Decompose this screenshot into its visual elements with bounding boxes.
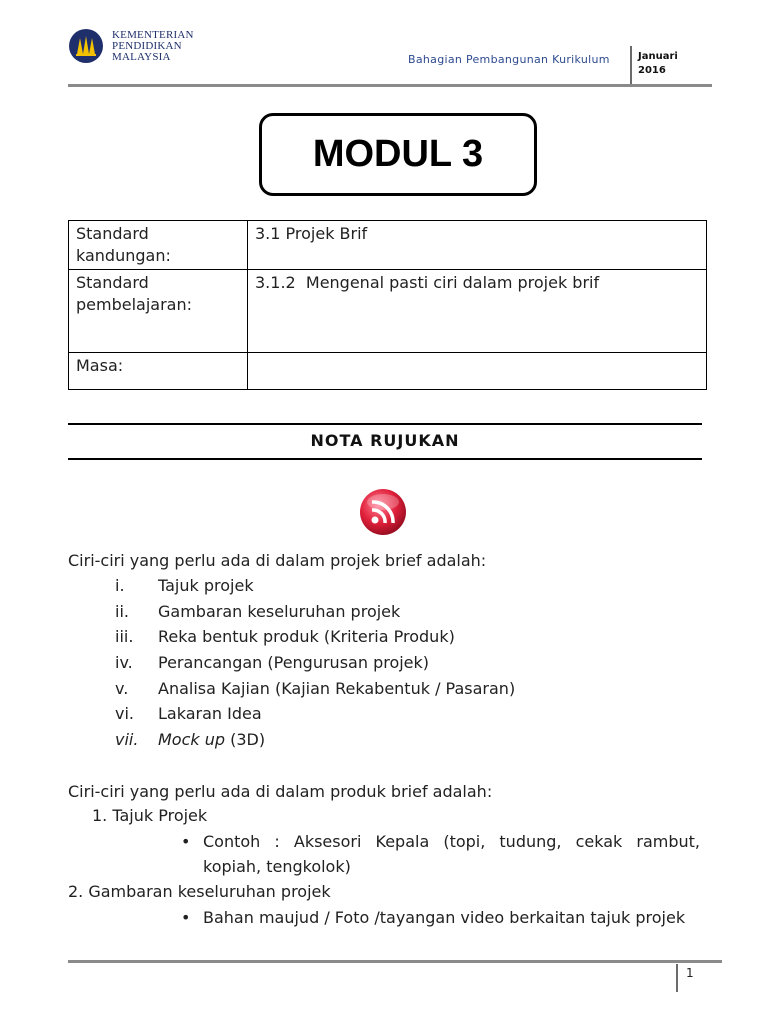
list2-heading: 1. Tajuk Projek: [92, 806, 208, 825]
table-row: [69, 270, 707, 353]
module-title: MODUL 3: [312, 133, 484, 175]
list2-heading: 2. Gambaran keseluruhan projek: [68, 882, 331, 901]
list-item-rest: (3D): [225, 730, 266, 749]
list-item: Analisa Kajian (Kajian Rekabentuk / Pasaran): [158, 679, 516, 698]
list-item: Perancangan (Pengurusan projek): [158, 653, 430, 672]
list-item: [158, 730, 265, 750]
standards-table: [68, 220, 707, 390]
list-item: Gambaran keseluruhan projek: [158, 602, 401, 621]
list2-bullet: Bahan maujud / Foto /tayangan video berkaitan tajuk projek: [203, 908, 686, 927]
header-month: Januari: [638, 51, 678, 62]
masa-value: [248, 353, 707, 390]
header-rule: [68, 84, 712, 87]
table-row: [69, 221, 707, 270]
list-item: Tajuk projek: [158, 576, 254, 595]
department-name: Bahagian Pembangunan Kurikulum: [408, 53, 610, 66]
standard-kandungan-label: Standard kandungan:: [69, 221, 248, 270]
bullet-dot: •: [181, 832, 191, 851]
masa-label: Masa:: [69, 353, 248, 390]
list-number: v.: [115, 679, 129, 698]
ministry-name-line: MALAYSIA: [112, 51, 171, 63]
header-divider-vertical: [630, 46, 632, 84]
table-row: [69, 353, 707, 390]
list-item-italic: Mock up: [158, 730, 226, 749]
list-number: vii.: [115, 730, 139, 749]
header-year: 2016: [638, 65, 666, 76]
intro-projek-brief: Ciri-ciri yang perlu ada di dalam projek brief adalah:: [68, 551, 487, 570]
nota-rule-top: [68, 423, 702, 425]
header-date: [638, 50, 678, 78]
standard-pembelajaran-value: 3.1.2 Mengenal pasti ciri dalam projek brif: [248, 270, 707, 353]
list-item: Reka bentuk produk (Kriteria Produk): [158, 627, 455, 646]
ministry-name-line: KEMENTERIAN: [112, 29, 194, 41]
module-title-box: [259, 113, 537, 196]
standard-pembelajaran-label: Standard pembelajaran:: [69, 270, 248, 353]
rss-feed-icon: [357, 488, 409, 540]
footer-divider-vertical: [676, 964, 678, 992]
ministry-logo: [68, 28, 104, 64]
ministry-name: [112, 30, 194, 63]
intro-produk-brief: Ciri-ciri yang perlu ada di dalam produk brief adalah:: [68, 782, 493, 801]
list2-bullet: Contoh : Aksesori Kepala (topi, tudung, cekak rambut, kopiah, tengkolok): [203, 832, 700, 876]
list-number: iv.: [115, 653, 133, 672]
list-number: ii.: [115, 602, 129, 621]
nota-rule-bottom: [68, 458, 702, 460]
list-number: i.: [115, 576, 125, 595]
standard-kandungan-value: 3.1 Projek Brif: [248, 221, 707, 270]
list-item: Lakaran Idea: [158, 704, 262, 723]
list-number: iii.: [115, 627, 134, 646]
bullet-dot: •: [181, 908, 191, 927]
list-number: vi.: [115, 704, 134, 723]
ministry-name-line: PENDIDIKAN: [112, 40, 182, 52]
nota-rujukan-heading: NOTA RUJUKAN: [310, 431, 460, 450]
footer-rule: [68, 960, 722, 963]
page-number: 1: [686, 966, 694, 980]
